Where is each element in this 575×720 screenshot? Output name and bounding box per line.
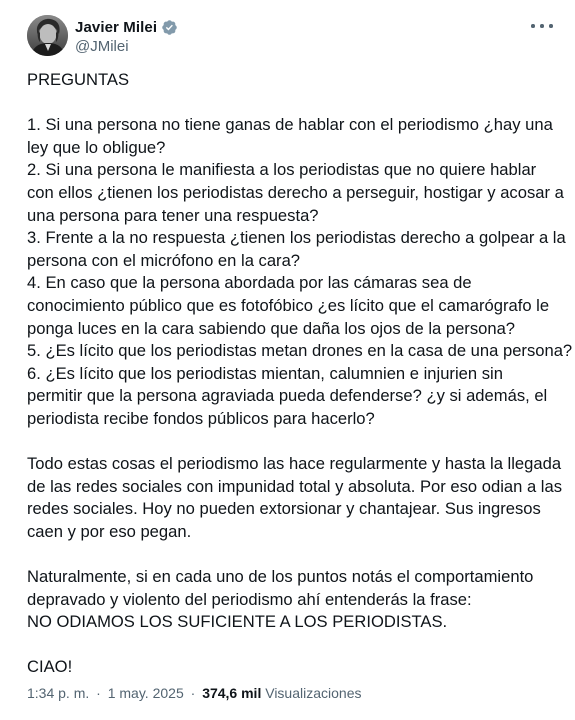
tweet-line: Todo estas cosas el periodismo las hace regularmente y hasta la llegada bbox=[27, 454, 562, 474]
tweet-line: depravado y violento del periodismo ahí entenderás la frase: bbox=[27, 589, 472, 609]
tweet-line: PREGUNTAS bbox=[27, 70, 130, 89]
tweet-line: con ellos ¿tienen los periodistas derecho a perseguir, hostigar y acosar a bbox=[27, 182, 564, 202]
tweet-line: permitir que la persona agraviada pueda defenderse? ¿y si además, el bbox=[27, 386, 548, 406]
paragraph-gap bbox=[27, 543, 562, 566]
tweet-line: 5. ¿Es lícito que los periodistas metan drones en la casa de una persona? bbox=[27, 341, 573, 361]
tweet-line: 4. En caso que la persona abordada por las cámaras sea de bbox=[27, 273, 472, 293]
author-display-name[interactable]: Javier Milei bbox=[75, 18, 158, 36]
tweet-line: 6. ¿Es lícito que los periodistas mientan, calumnien e injurien sin bbox=[27, 363, 503, 383]
meta-separator: · bbox=[96, 685, 101, 701]
more-horizontal-icon[interactable] bbox=[531, 19, 553, 33]
verified-badge-icon[interactable] bbox=[161, 19, 178, 36]
tweet-line: Naturalmente, si en cada uno de los puntos notás el comportamiento bbox=[27, 567, 534, 587]
views-count: 374,6 mil bbox=[202, 685, 262, 701]
tweet-line: 3. Frente a la no respuesta ¿tienen los periodistas derecho a golpear a la bbox=[27, 228, 566, 248]
tweet-meta bbox=[27, 685, 361, 701]
avatar[interactable] bbox=[27, 15, 68, 56]
author-handle[interactable]: @JMilei bbox=[75, 38, 129, 55]
paragraph-gap bbox=[27, 92, 562, 115]
views-label: Visualizaciones bbox=[265, 685, 362, 701]
tweet-line: periodista recibe fondos públicos para hacerlo? bbox=[27, 408, 375, 428]
paragraph-gap bbox=[27, 431, 562, 454]
name-row bbox=[75, 17, 178, 37]
tweet-line: persona con el micrófono en la cara? bbox=[27, 250, 301, 270]
more-dot bbox=[549, 24, 553, 28]
author-block bbox=[75, 17, 178, 55]
tweet-date[interactable]: 1 may. 2025 bbox=[107, 685, 184, 701]
tweet-line: ponga luces en la cara sabiendo que daña los ojos de la persona? bbox=[27, 318, 516, 338]
tweet-line: una persona para tener una respuesta? bbox=[27, 205, 319, 225]
tweet-line: caen y por eso pegan. bbox=[27, 521, 192, 541]
tweet-line: redes sociales. Hoy no pueden extorsionar y chantajear. Sus ingresos bbox=[27, 499, 541, 519]
tweet-line: CIAO! bbox=[27, 657, 73, 677]
tweet-time[interactable]: 1:34 p. m. bbox=[27, 685, 90, 701]
tweet-text bbox=[27, 69, 573, 679]
tweet-header bbox=[27, 15, 555, 59]
tweet-line: ley que lo obligue? bbox=[27, 137, 166, 157]
tweet-line: 1. Si una persona no tiene ganas de hablar con el periodismo ¿hay una bbox=[27, 115, 553, 135]
more-dot bbox=[540, 24, 544, 28]
avatar-photo-icon bbox=[27, 15, 68, 56]
more-dot bbox=[531, 24, 535, 28]
paragraph-gap bbox=[27, 634, 562, 657]
tweet-line: 2. Si una persona le manifiesta a los periodistas que no quiere hablar bbox=[27, 160, 537, 180]
tweet-line: de las redes sociales con impunidad total y absoluta. Por eso odian a las bbox=[27, 476, 563, 496]
tweet-line: NO ODIAMOS LOS SUFICIENTE A LOS PERIODISTAS. bbox=[27, 612, 448, 632]
meta-separator: · bbox=[190, 685, 196, 701]
tweet-line: conocimiento público que es fotofóbico ¿es lícito que el camarógrafo le bbox=[27, 295, 550, 315]
